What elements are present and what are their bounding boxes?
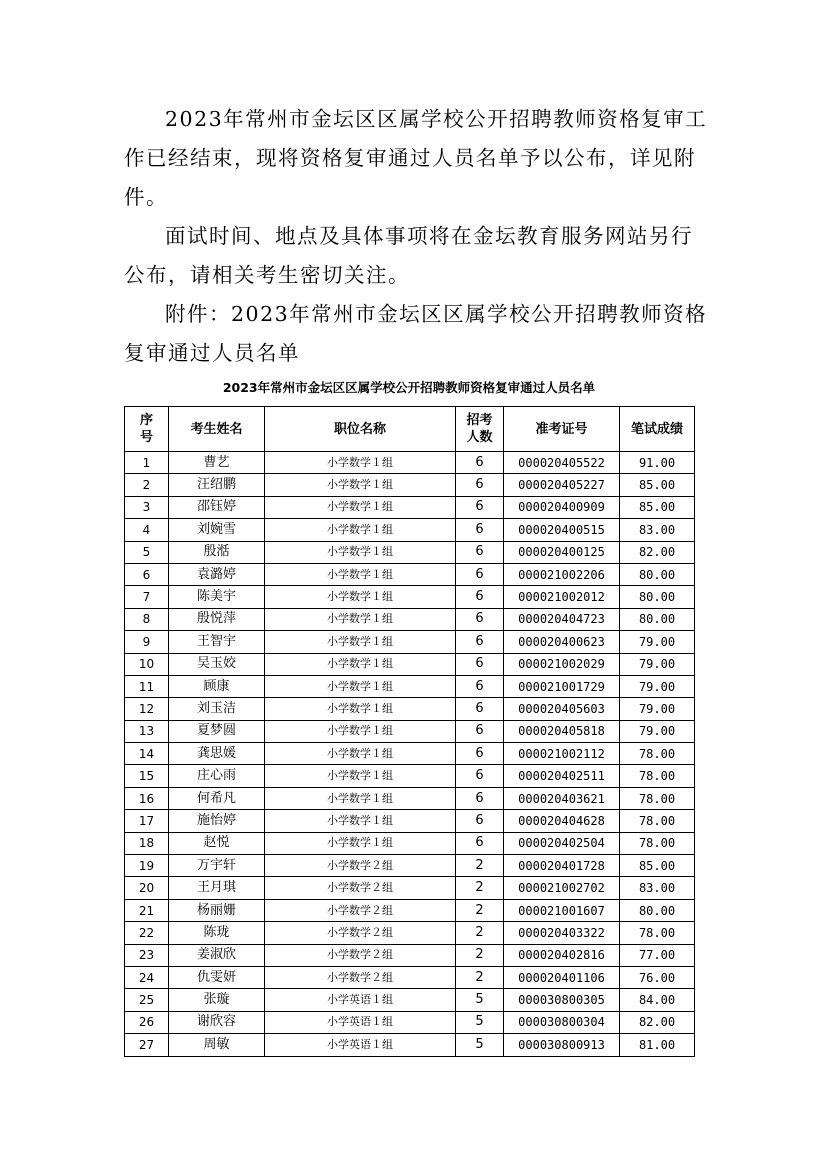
cell-position: 小学数学１组 <box>265 765 456 787</box>
cell-seq: 21 <box>125 899 169 921</box>
cell-name: 施怡婷 <box>169 810 265 832</box>
candidate-table <box>124 406 695 1057</box>
header-count <box>456 407 504 452</box>
table-row <box>125 452 695 474</box>
cell-position: 小学数学１组 <box>265 787 456 809</box>
cell-count: 6 <box>456 474 504 496</box>
cell-position: 小学数学１组 <box>265 675 456 697</box>
cell-exam-no: 000021002206 <box>504 563 620 585</box>
header-seq <box>125 407 169 452</box>
cell-name: 陈美宇 <box>169 586 265 608</box>
table-row <box>125 989 695 1011</box>
cell-score: 82.00 <box>620 1011 695 1033</box>
cell-exam-no: 000020402504 <box>504 832 620 854</box>
cell-name: 赵悦 <box>169 832 265 854</box>
table-row <box>125 787 695 809</box>
cell-seq: 10 <box>125 653 169 675</box>
cell-count: 6 <box>456 541 504 563</box>
cell-seq: 14 <box>125 743 169 765</box>
table-row <box>125 877 695 899</box>
cell-score: 85.00 <box>620 496 695 518</box>
cell-name: 谢欣容 <box>169 1011 265 1033</box>
cell-exam-no: 000020405818 <box>504 720 620 742</box>
header-position: 职位名称 <box>265 407 456 452</box>
cell-score: 77.00 <box>620 944 695 966</box>
table-row <box>125 855 695 877</box>
cell-seq: 18 <box>125 832 169 854</box>
table-row <box>125 720 695 742</box>
cell-name: 庄心雨 <box>169 765 265 787</box>
table-row <box>125 698 695 720</box>
cell-name: 邵钰婷 <box>169 496 265 518</box>
cell-exam-no: 000021002012 <box>504 586 620 608</box>
cell-count: 6 <box>456 810 504 832</box>
table-row <box>125 743 695 765</box>
cell-exam-no: 000020402511 <box>504 765 620 787</box>
cell-seq: 13 <box>125 720 169 742</box>
cell-name: 吴玉姣 <box>169 653 265 675</box>
cell-score: 78.00 <box>620 810 695 832</box>
cell-name: 袁潞婷 <box>169 563 265 585</box>
cell-seq: 12 <box>125 698 169 720</box>
cell-exam-no: 000020404628 <box>504 810 620 832</box>
cell-score: 78.00 <box>620 765 695 787</box>
table-row <box>125 541 695 563</box>
cell-score: 85.00 <box>620 474 695 496</box>
cell-count: 6 <box>456 787 504 809</box>
cell-count: 6 <box>456 496 504 518</box>
cell-seq: 8 <box>125 608 169 630</box>
table-row <box>125 496 695 518</box>
cell-seq: 3 <box>125 496 169 518</box>
cell-score: 83.00 <box>620 519 695 541</box>
cell-count: 6 <box>456 743 504 765</box>
cell-seq: 19 <box>125 855 169 877</box>
cell-position: 小学数学１组 <box>265 519 456 541</box>
cell-score: 82.00 <box>620 541 695 563</box>
cell-exam-no: 000030800913 <box>504 1034 620 1056</box>
cell-exam-no: 000021002112 <box>504 743 620 765</box>
cell-exam-no: 000020401106 <box>504 966 620 988</box>
cell-position: 小学数学２组 <box>265 855 456 877</box>
cell-seq: 16 <box>125 787 169 809</box>
cell-position: 小学数学２组 <box>265 966 456 988</box>
cell-name: 刘婉雪 <box>169 519 265 541</box>
cell-seq: 15 <box>125 765 169 787</box>
table-row <box>125 922 695 944</box>
attachment-paragraph: 附件：2023年常州市金坛区区属学校公开招聘教师资格复审通过人员名单 <box>124 302 708 365</box>
cell-count: 6 <box>456 608 504 630</box>
cell-seq: 11 <box>125 675 169 697</box>
cell-position: 小学数学１组 <box>265 541 456 563</box>
table-row <box>125 563 695 585</box>
cell-count: 6 <box>456 653 504 675</box>
cell-position: 小学数学１组 <box>265 563 456 585</box>
cell-exam-no: 000021002702 <box>504 877 620 899</box>
cell-name: 王月琪 <box>169 877 265 899</box>
table-row <box>125 765 695 787</box>
header-exam-no: 准考证号 <box>504 407 620 452</box>
cell-exam-no: 000020405522 <box>504 452 620 474</box>
cell-count: 6 <box>456 832 504 854</box>
header-seq-line2: 号 <box>139 430 153 445</box>
cell-count: 6 <box>456 720 504 742</box>
cell-count: 6 <box>456 586 504 608</box>
cell-score: 91.00 <box>620 452 695 474</box>
cell-name: 刘玉洁 <box>169 698 265 720</box>
cell-seq: 23 <box>125 944 169 966</box>
table-row <box>125 675 695 697</box>
cell-name: 张璇 <box>169 989 265 1011</box>
cell-score: 80.00 <box>620 586 695 608</box>
cell-name: 何希凡 <box>169 787 265 809</box>
cell-name: 曹艺 <box>169 452 265 474</box>
cell-name: 王智宇 <box>169 631 265 653</box>
table-row <box>125 653 695 675</box>
cell-exam-no: 000021001607 <box>504 899 620 921</box>
cell-position: 小学数学１组 <box>265 496 456 518</box>
cell-exam-no: 000020402816 <box>504 944 620 966</box>
cell-score: 80.00 <box>620 608 695 630</box>
cell-count: 6 <box>456 698 504 720</box>
table-header-row <box>125 407 695 452</box>
table-row <box>125 810 695 832</box>
table-row <box>125 519 695 541</box>
table-row <box>125 474 695 496</box>
table-row <box>125 966 695 988</box>
cell-name: 陈珑 <box>169 922 265 944</box>
cell-score: 79.00 <box>620 631 695 653</box>
cell-score: 80.00 <box>620 563 695 585</box>
cell-count: 5 <box>456 989 504 1011</box>
cell-score: 83.00 <box>620 877 695 899</box>
cell-seq: 9 <box>125 631 169 653</box>
cell-exam-no: 000021002029 <box>504 653 620 675</box>
cell-name: 姜淑欣 <box>169 944 265 966</box>
cell-position: 小学数学２组 <box>265 944 456 966</box>
cell-score: 79.00 <box>620 653 695 675</box>
cell-exam-no: 000020405227 <box>504 474 620 496</box>
cell-position: 小学数学１组 <box>265 586 456 608</box>
table-row <box>125 899 695 921</box>
table-row <box>125 631 695 653</box>
cell-position: 小学英语１组 <box>265 989 456 1011</box>
intro-paragraph-1: 2023年常州市金坛区区属学校公开招聘教师资格复审工作已经结束，现将资格复审通过人员名单予以公布，详见附件。 <box>124 107 708 209</box>
cell-count: 5 <box>456 1011 504 1033</box>
cell-exam-no: 000020401728 <box>504 855 620 877</box>
cell-seq: 7 <box>125 586 169 608</box>
cell-count: 6 <box>456 631 504 653</box>
header-seq-line1: 序 <box>139 413 153 428</box>
cell-count: 6 <box>456 563 504 585</box>
cell-name: 龚思媛 <box>169 743 265 765</box>
cell-seq: 24 <box>125 966 169 988</box>
cell-score: 78.00 <box>620 743 695 765</box>
cell-exam-no: 000020405603 <box>504 698 620 720</box>
cell-count: 5 <box>456 1034 504 1056</box>
table-row <box>125 1011 695 1033</box>
cell-score: 79.00 <box>620 698 695 720</box>
cell-position: 小学数学１组 <box>265 452 456 474</box>
cell-name: 周敏 <box>169 1034 265 1056</box>
cell-name: 夏梦圆 <box>169 720 265 742</box>
cell-name: 殷悦萍 <box>169 608 265 630</box>
cell-position: 小学数学１组 <box>265 608 456 630</box>
cell-count: 2 <box>456 944 504 966</box>
cell-position: 小学数学１组 <box>265 474 456 496</box>
cell-position: 小学数学１组 <box>265 631 456 653</box>
cell-count: 6 <box>456 765 504 787</box>
cell-score: 78.00 <box>620 922 695 944</box>
cell-seq: 4 <box>125 519 169 541</box>
cell-position: 小学数学２组 <box>265 899 456 921</box>
cell-seq: 5 <box>125 541 169 563</box>
cell-score: 76.00 <box>620 966 695 988</box>
cell-exam-no: 000030800304 <box>504 1011 620 1033</box>
intro-paragraph-2: 面试时间、地点及具体事项将在金坛教育服务网站另行公布，请相关考生密切关注。 <box>124 224 693 287</box>
cell-position: 小学数学１组 <box>265 832 456 854</box>
cell-seq: 1 <box>125 452 169 474</box>
table-title: 2023年常州市金坛区区属学校公开招聘教师资格复审通过人员名单 <box>222 380 596 395</box>
cell-exam-no: 000020400623 <box>504 631 620 653</box>
cell-score: 78.00 <box>620 787 695 809</box>
cell-score: 78.00 <box>620 832 695 854</box>
cell-score: 81.00 <box>620 1034 695 1056</box>
cell-name: 汪绍鹏 <box>169 474 265 496</box>
cell-seq: 20 <box>125 877 169 899</box>
cell-exam-no: 000020403621 <box>504 787 620 809</box>
cell-count: 2 <box>456 855 504 877</box>
cell-seq: 27 <box>125 1034 169 1056</box>
cell-score: 84.00 <box>620 989 695 1011</box>
cell-count: 6 <box>456 519 504 541</box>
cell-count: 2 <box>456 966 504 988</box>
cell-score: 79.00 <box>620 720 695 742</box>
table-row <box>125 608 695 630</box>
table-body <box>125 452 695 1057</box>
cell-exam-no: 000020400515 <box>504 519 620 541</box>
cell-position: 小学数学１组 <box>265 720 456 742</box>
cell-score: 85.00 <box>620 855 695 877</box>
cell-name: 万宇轩 <box>169 855 265 877</box>
cell-count: 6 <box>456 675 504 697</box>
cell-name: 杨丽姗 <box>169 899 265 921</box>
cell-position: 小学数学１组 <box>265 743 456 765</box>
cell-exam-no: 000020400909 <box>504 496 620 518</box>
table-row <box>125 586 695 608</box>
cell-seq: 6 <box>125 563 169 585</box>
cell-seq: 2 <box>125 474 169 496</box>
cell-count: 2 <box>456 899 504 921</box>
cell-score: 80.00 <box>620 899 695 921</box>
cell-position: 小学数学２组 <box>265 922 456 944</box>
header-name: 考生姓名 <box>169 407 265 452</box>
cell-seq: 26 <box>125 1011 169 1033</box>
announcement-text <box>124 100 709 373</box>
table-row <box>125 944 695 966</box>
header-score: 笔试成绩 <box>620 407 695 452</box>
cell-position: 小学数学２组 <box>265 877 456 899</box>
cell-seq: 17 <box>125 810 169 832</box>
cell-exam-no: 000020404723 <box>504 608 620 630</box>
cell-seq: 22 <box>125 922 169 944</box>
cell-position: 小学英语１组 <box>265 1034 456 1056</box>
cell-count: 2 <box>456 877 504 899</box>
cell-position: 小学数学１组 <box>265 653 456 675</box>
cell-score: 79.00 <box>620 675 695 697</box>
table-row <box>125 832 695 854</box>
header-count-line2: 人数 <box>466 430 493 445</box>
cell-exam-no: 000020400125 <box>504 541 620 563</box>
cell-name: 顾康 <box>169 675 265 697</box>
table-row <box>125 1034 695 1056</box>
cell-seq: 25 <box>125 989 169 1011</box>
cell-exam-no: 000020403322 <box>504 922 620 944</box>
cell-exam-no: 000030800305 <box>504 989 620 1011</box>
cell-position: 小学英语１组 <box>265 1011 456 1033</box>
cell-name: 仇雯妍 <box>169 966 265 988</box>
cell-name: 殷湉 <box>169 541 265 563</box>
cell-exam-no: 000021001729 <box>504 675 620 697</box>
cell-count: 2 <box>456 922 504 944</box>
cell-position: 小学数学１组 <box>265 810 456 832</box>
header-count-line1: 招考 <box>466 413 493 428</box>
cell-position: 小学数学１组 <box>265 698 456 720</box>
cell-count: 6 <box>456 452 504 474</box>
